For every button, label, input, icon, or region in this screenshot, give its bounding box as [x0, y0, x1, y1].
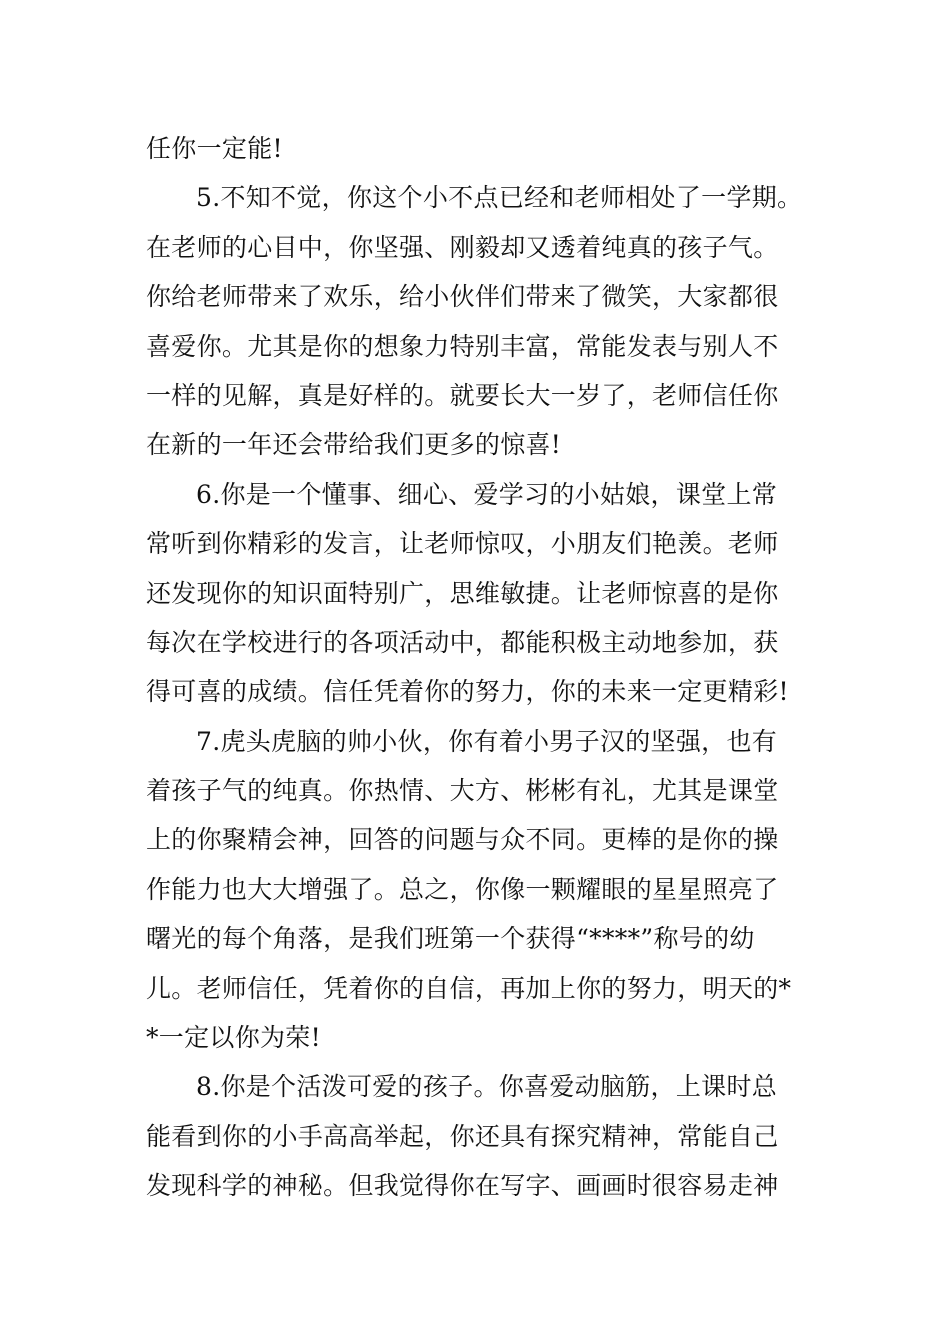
text-line: 喜爱你。尤其是你的想象力特别丰富，常能发表与别人不 [146, 331, 779, 361]
text-line: 上的你聚精会神，回答的问题与众不同。更棒的是你的操 [146, 825, 779, 855]
text-line: 6.你是一个懂事、细心、爱学习的小姑娘，课堂上常 [196, 479, 778, 509]
text-line: *一定以你为荣! [146, 1023, 321, 1053]
document-body [146, 124, 816, 1211]
text-line: 得可喜的成绩。信任凭着你的努力，你的未来一定更精彩! [146, 677, 789, 707]
text-line: 任你一定能! [146, 134, 283, 163]
text-line: 作能力也大大增强了。总之，你像一颗耀眼的星星照亮了 [146, 874, 779, 904]
text-line: 常听到你精彩的发言，让老师惊叹，小朋友们艳羡。老师 [146, 529, 779, 559]
text-line: 儿。老师信任，凭着你的自信，再加上你的努力，明天的* [146, 973, 792, 1003]
text-line: 在新的一年还会带给我们更多的惊喜! [146, 430, 562, 460]
text-line: 发现科学的神秘。但我觉得你在写字、画画时很容易走神 [146, 1171, 779, 1201]
text-line: 7.虎头虎脑的帅小伙，你有着小男子汉的坚强，也有 [196, 726, 778, 756]
text-line: 在老师的心目中，你坚强、刚毅却又透着纯真的孩子气。 [146, 232, 779, 262]
text-line: 能看到你的小手高高举起，你还具有探究精神，常能自己 [146, 1121, 779, 1151]
text-line: 每次在学校进行的各项活动中，都能积极主动地参加，获 [146, 627, 779, 657]
text-line: 着孩子气的纯真。你热情、大方、彬彬有礼，尤其是课堂 [146, 776, 779, 806]
text-line: 你给老师带来了欢乐，给小伙伴们带来了微笑，大家都很 [146, 282, 779, 312]
text-line: 5.不知不觉，你这个小不点已经和老师相处了一学期。 [196, 183, 803, 213]
text-line: 8.你是个活泼可爱的孩子。你喜爱动脑筋，上课时总 [196, 1072, 778, 1102]
text-line: 一样的见解，真是好样的。就要长大一岁了，老师信任你 [146, 380, 779, 410]
text-line: 曙光的每个角落，是我们班第一个获得“****”称号的幼 [146, 924, 755, 954]
text-line: 还发现你的知识面特别广，思维敏捷。让老师惊喜的是你 [146, 578, 779, 608]
